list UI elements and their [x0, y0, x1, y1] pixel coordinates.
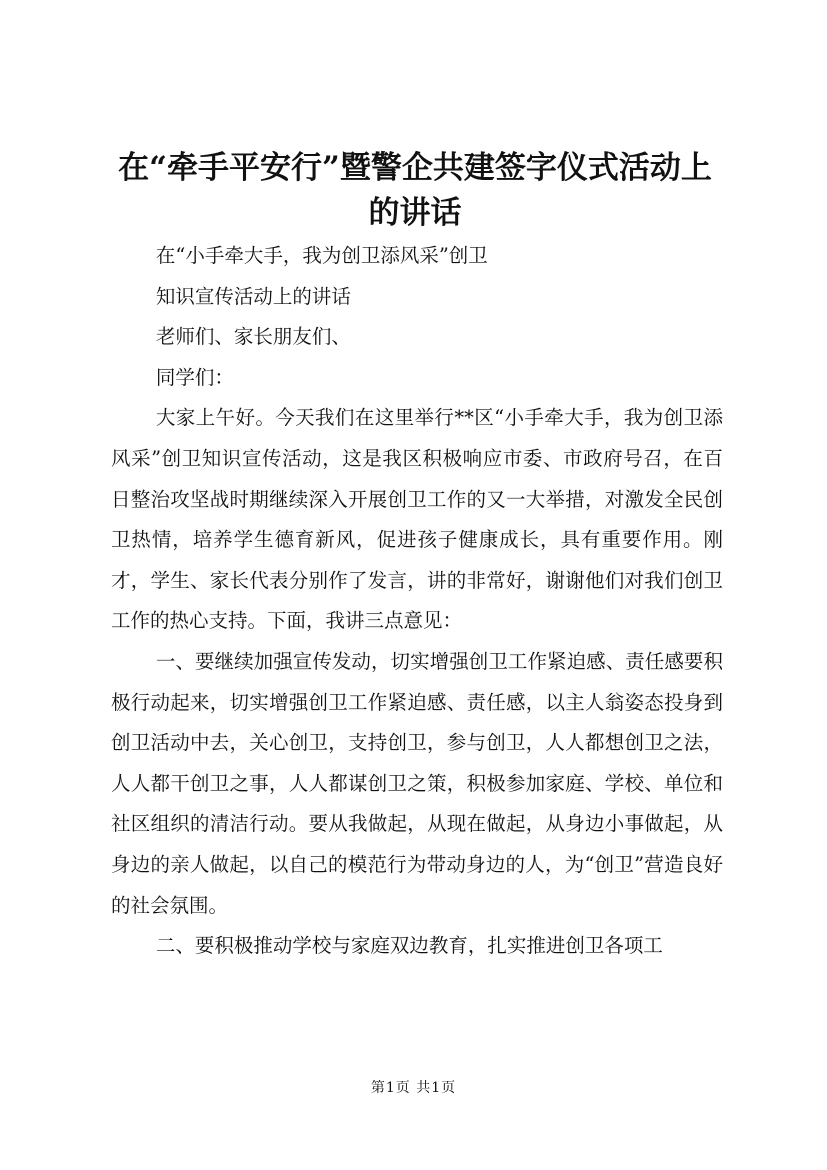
paragraph-opening: 大家上午好。今天我们在这里举行**区“小手牵大手，我为创卫添风采”创卫知识宣传活动，这是我区积极响应市委、市政府号召，在百日整治攻坚战时期继续深入开展创卫工作的又一大举措，对激发全民创卫热情，培养学生德育新风，促进孩子健康成长，具有重要作用。刚才，学生、家长代表分别作了发言，讲的非常好，谢谢他们对我们创卫工作的热心支持。下面，我讲三点意见： [111, 406, 723, 633]
paragraph-point-two: 二、要积极推动学校与家庭双边教育，扎实推进创卫各项工 [155, 934, 663, 958]
paragraph-salutation-2: 同学们： [155, 365, 234, 389]
paragraph-salutation-1: 老师们、家长朋友们、 [155, 325, 351, 349]
paragraph-point-one: 一、要继续加强宣传发动，切实增强创卫工作紧迫感、责任感要积极行动起来，切实增强创卫工作紧迫感、责任感，以主人翁姿态投身到创卫活动中去，关心创卫，支持创卫，参与创卫，人人都想创卫之法，人人都干创卫之事，人人都谋创卫之策，积极参加家庭、学校、单位和社区组织的清洁行动。要从我做起，从现在做起，从身边小事做起，从身边的亲人做起，以自己的模范行为带动身边的人，为“创卫”营造良好的社会氛围。 [111, 649, 723, 917]
title-line-1: 在“牵手平安行”暨警企共建签字仪式活动上 [118, 150, 712, 186]
document-title [95, 146, 735, 236]
document-body [111, 236, 723, 967]
paragraph-subtitle-1: 在“小手牵大手，我为创卫添风采”创卫 [155, 244, 488, 267]
paragraph-subtitle-2: 知识宣传活动上的讲话 [155, 284, 351, 308]
title-line-2: 的讲话 [368, 195, 462, 231]
page-footer: 第1页 共1页 [370, 1080, 457, 1096]
